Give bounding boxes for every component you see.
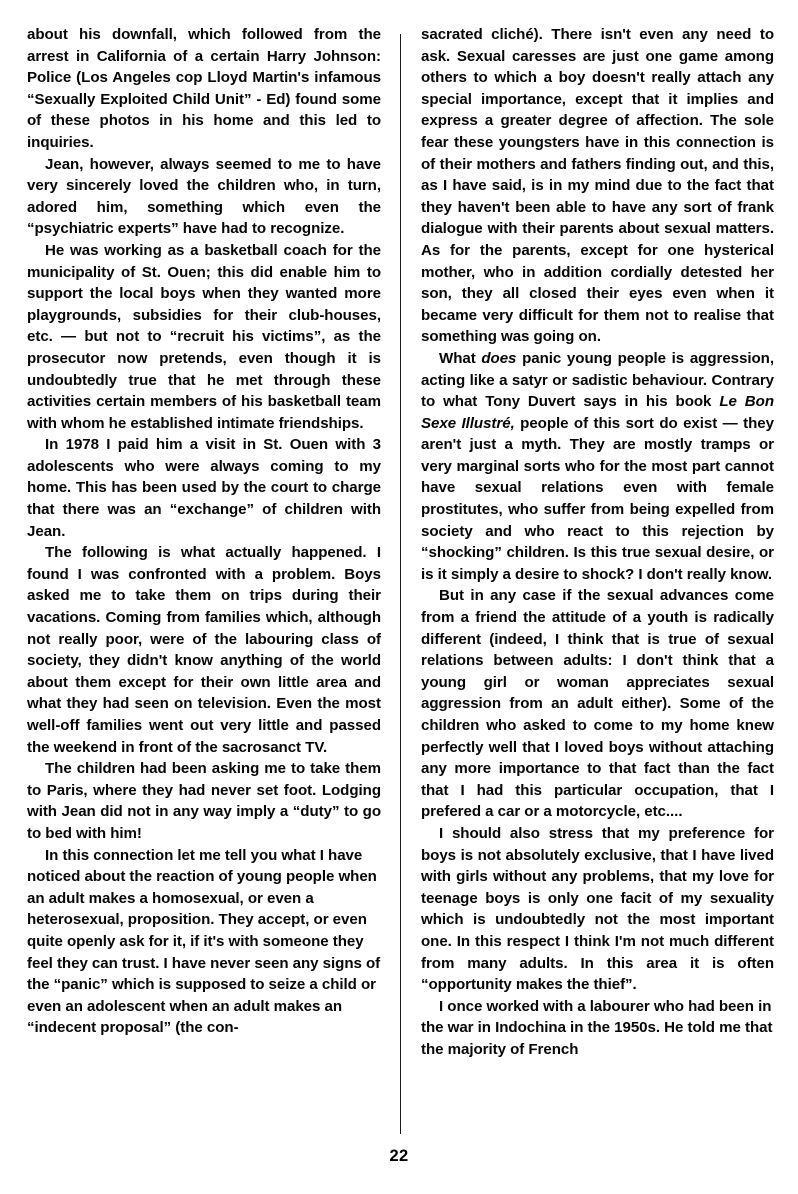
- text-segment: What: [439, 349, 482, 367]
- paragraph: The children had been asking me to take them to Paris, where they had never set foot. Lodging with Jean did not in any way imply a “duty” to go to bed with him!: [27, 760, 381, 842]
- paragraph: But in any case if the sexual advances come from a friend the attitude of a youth is radically different (indeed, I think that is true of sexual relations between adults: I don't think that a young girl or woman appreciates sexual aggression from an adult either). Some of the children who asked to come to my home knew perfectly well that I loved boys without attaching any more importance to that fact than the fact that I had this particular occupation, that I prefered a car or a motorcycle, etc....: [421, 587, 774, 821]
- paragraph: Jean, however, always seemed to me to have very sincerely loved the children who, in turn, adored him, something which even the “psychiatric experts” have had to recognize.: [27, 155, 381, 238]
- paragraph: He was working as a basketball coach for the municipality of St. Ouen; this did enable him to support the local boys when they wanted more playgrounds, subsidies for their club-houses, etc. — but not to “recruit his victims”, as the prosecutor now pretends, even though it is undoubtedly true that he met through these activities certain members of his basketball team with whom he established intimate friendships.: [27, 241, 381, 432]
- text-segment: people of this sort do exist — they aren't just a myth. They are mostly tramps or very marginal sorts who for the most part cannot have sexual relations even with female prostitutes, who suffer from being expelled from society and who react to this rejection by “shocking” children. Is this true sexual desire, or is it simply a desire to shock? I don't really know.: [421, 414, 774, 583]
- italic-book-title: Le Bon Sexe Illustré,: [421, 393, 774, 432]
- italic-emphasis: does: [481, 349, 517, 367]
- paragraph: sacrated cliché). There isn't even any need to ask. Sexual caresses are just one game among others to which a boy doesn't really attach any special importance, except that it implies and express a greater degree of affection. The sole fear these youngsters have in this connection is of their mothers and fathers finding out, and this, as I have said, is in my mind due to the fact that they haven't been able to have any sort of frank dialogue with their parents about sexual matters. As for the parents, except for one hysterical mother, who in addition cordially detested her son, they all closed their eyes even when it became very difficult for them not to realise that something was going on.: [421, 26, 774, 346]
- paragraph: I once worked with a labourer who had been in the war in Indochina in the 1950s. He told me that the majority of French: [421, 997, 773, 1058]
- page-number: 22: [389, 1147, 409, 1165]
- paragraph-with-italics: [421, 348, 774, 586]
- text-segment: panic young people is aggression, acting like a satyr or sadistic behaviour. Contrary to what Tony Duvert says in his book: [421, 349, 774, 411]
- paragraph: I should also stress that my preference for boys is not absolutely exclusive, that I have lived with girls without any problems, that my love for teenage boys is only one facit of my sexuality which is undoubtedly not the most important one. In this respect I think I'm not much different from many adults. In this area it is often “opportunity makes the thief”.: [421, 824, 774, 994]
- paragraph: In 1978 I paid him a visit in St. Ouen with 3 adolescents who were always coming to my home. This has been used by the court to charge that there was an “exchange” of children with Jean.: [27, 436, 381, 540]
- paragraph: The following is what actually happened. I found I was confronted with a problem. Boys asked me to take them on trips during their vacations. Coming from families which, although not really poor, were of the labouring class of society, they didn't know anything of the world about them except for their own little area and what they had seen on television. Even the most well-off families went out very little and passed the weekend in front of the sacrosanct TV.: [27, 544, 381, 756]
- right-column: [399, 24, 798, 1061]
- paragraph: In this connection let me tell you what I have noticed about the reaction of young people when an adult makes a homosexual, or even a heterosexual, proposition. They accept, or even quite openly ask for it, if it's with someone they feel they can trust. I have never seen any signs of the “panic” which is supposed to seize a child or even an adolescent when an adult makes an “indecent proposal” (the con-: [27, 846, 381, 1037]
- left-column: [0, 24, 399, 1039]
- paragraph: about his downfall, which followed from the arrest in California of a certain Harry Johnson: Police (Los Angeles cop Lloyd Martin's infamous “Sexually Exploited Child Unit” - Ed) found some of these photos in his home and this led to inquiries.: [27, 26, 381, 151]
- two-column-text-body: [0, 24, 798, 1144]
